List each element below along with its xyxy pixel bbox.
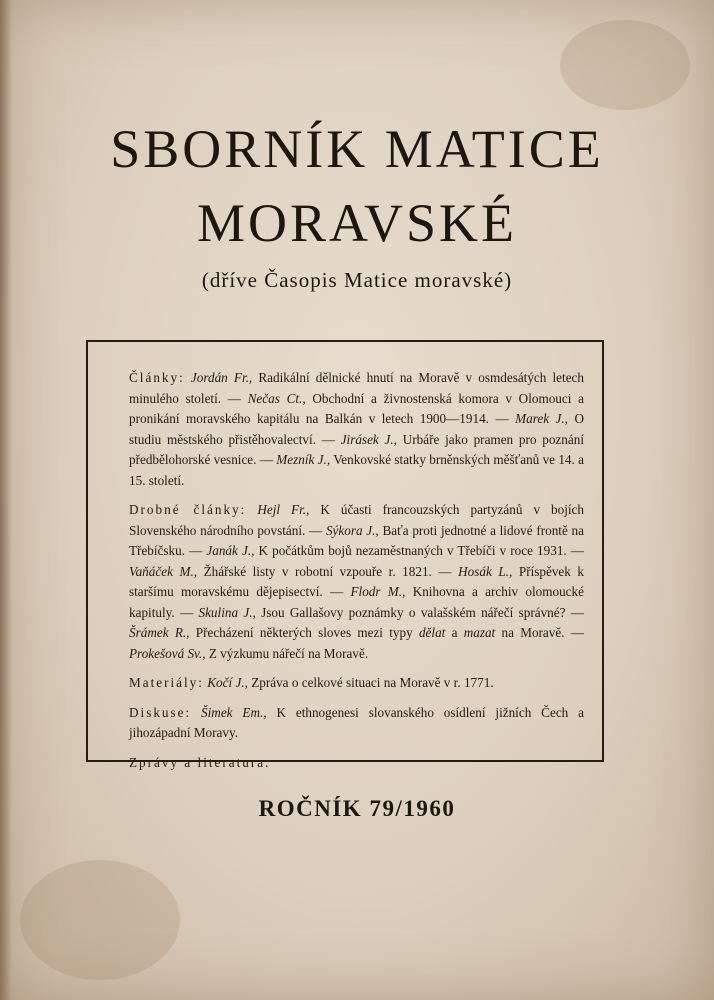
author: Vaňáček M.,: [129, 563, 198, 579]
author: Marek J.,: [515, 411, 568, 426]
italic-word: mazat: [463, 625, 496, 640]
author: Jirásek J.,: [340, 431, 397, 447]
author: Hejl Fr.,: [257, 502, 310, 517]
author: Prokešová Sv.,: [129, 645, 206, 661]
stain: [560, 20, 690, 110]
author: Jordán Fr.,: [190, 370, 253, 385]
section-materialy: [129, 673, 584, 694]
author: Hosák L.,: [458, 563, 513, 579]
author: Janák J.,: [206, 543, 255, 558]
article-title: na Moravě. —: [495, 625, 584, 640]
journal-subtitle: (dříve Časopis Matice moravské): [201, 268, 513, 292]
table-of-contents: [129, 368, 584, 782]
author: Sýkora J.,: [325, 522, 379, 538]
author: Šimek Em.,: [201, 704, 267, 720]
section-label: Zprávy a literatura.: [129, 754, 271, 770]
article-title: Obchodní a živnostenská komora v Olomouci a pronikání moravského kapitálu na Balkán v letech 1900—1914. —: [129, 390, 584, 426]
journal-title-line-2: MORAVSKÉ: [196, 193, 518, 253]
author: Nečas Ct.,: [247, 390, 306, 406]
volume-year: ROČNÍK 79/1960: [258, 796, 456, 821]
section-diskuse: [129, 703, 584, 744]
author: Skulina J.,: [198, 604, 256, 620]
article-title: Zpráva o celkové situaci na Moravě v r. 1771.: [247, 675, 494, 690]
author: Kočí J.,: [207, 675, 248, 690]
author: Mezník J.,: [276, 452, 331, 467]
article-title: K ethnogenesi slovanského osídlení jižních Čech a jihozápadní Moravy.: [129, 704, 584, 740]
author: Šrámek R.,: [129, 625, 190, 640]
article-title: Přecházení některých sloves mezi typy: [189, 625, 419, 640]
article-title: a: [445, 625, 464, 640]
article-title: Baťa proti jednotné a lidové frontě na Třebíčsku. —: [129, 522, 584, 558]
article-title: Venkovské statky brněnských měšťanů ve 14. a 15. století.: [129, 452, 584, 488]
article-title: K počátkům bojů nezaměstnaných v Třebíči v roce 1931. —: [254, 543, 584, 558]
section-clanky: [129, 368, 584, 491]
article-title: Radikální dělnické hnutí na Moravě v osmdesátých letech minulého století. —: [129, 370, 584, 406]
section-drobne-clanky: [129, 500, 584, 664]
section-label: Materiály:: [129, 675, 204, 690]
article-title: Urbáře jako pramen pro poznání předbělohorské vesnice. —: [129, 431, 584, 467]
section-label: Drobné články:: [129, 502, 247, 517]
section-label: Diskuse:: [129, 704, 192, 720]
stain: [20, 860, 180, 980]
section-zpravy: [129, 753, 584, 774]
journal-title-line-1: SBORNÍK MATICE: [110, 119, 604, 179]
article-title: Žhářské listy v robotní vzpouře r. 1821. —: [197, 563, 459, 579]
article-title: Knihovna a archiv olomoucké kapituly. —: [129, 584, 584, 620]
italic-word: dělat: [418, 625, 446, 640]
article-title: O studiu městského přistěhovalectví. —: [129, 411, 584, 447]
article-title: Jsou Gallašovy poznámky o valašském nářečí správné? —: [255, 604, 584, 620]
article-title: K účasti francouzských partyzánů v bojích Slovenského národního povstání. —: [129, 502, 584, 538]
author: Flodr M.,: [350, 584, 406, 599]
article-title: Příspěvek k staršímu moravskému dějepisectví. —: [129, 563, 585, 599]
article-title: Z výzkumu nářečí na Moravě.: [205, 645, 369, 661]
section-label: Články:: [129, 370, 185, 385]
